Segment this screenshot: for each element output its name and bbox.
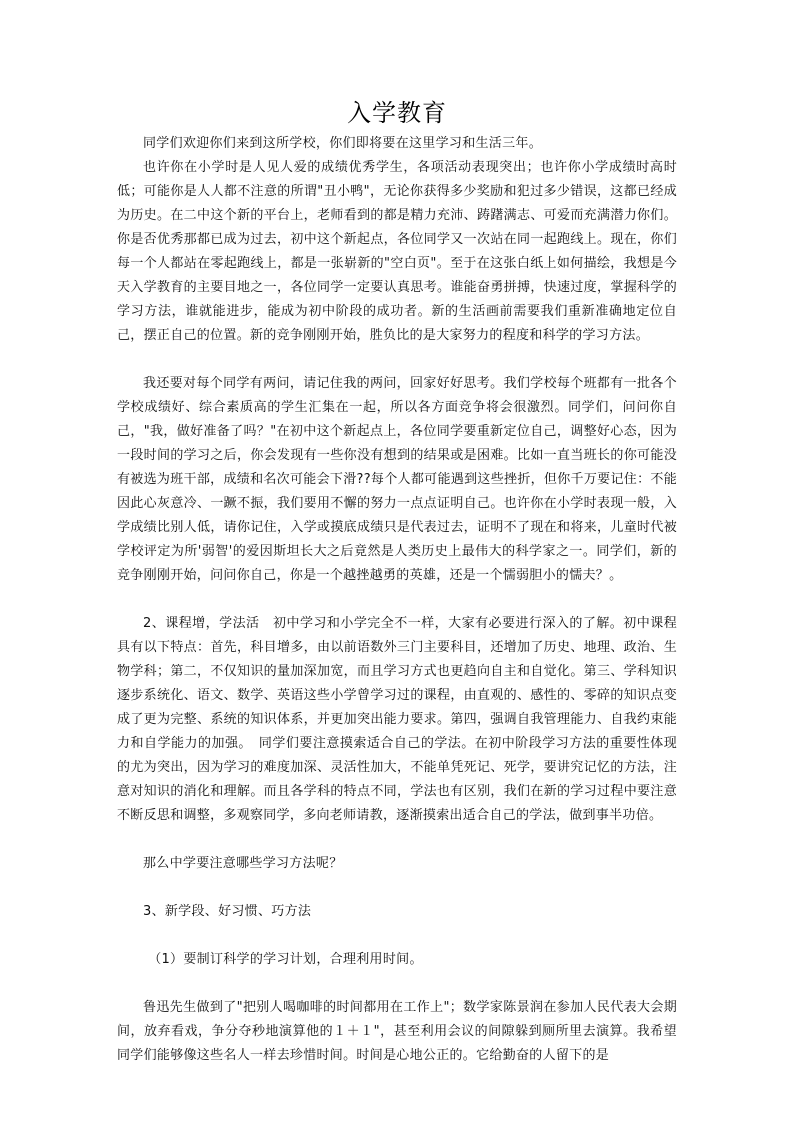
paragraph-time: 鲁迅先生做到了"把别人喝咖啡的时间都用在工作上"；数学家陈景润在参加人民代表大会期间，放弃看戏，争分夺秒地演算他的１＋１"，甚至利用会议的间隙躲到厕所里去演算。我希望同学们能够像这些名人一样去珍惜时间。时间是心地公正的。它给勤奋的人留下的是 bbox=[117, 1000, 677, 1063]
paragraph-courses: 2、课程增，学法活 初中学习和小学完全不一样，大家有必要进行深入的了解。初中课程具有以下特点：首先，科目增多，由以前语数外三门主要科目，还增加了历史、地理、政治、生物学科；第二，不仅知识的量加深加宽，而且学习方式也更趋向自主和自觉化。第三、学科知识逐步系统化、语文、数学、英语这些小学曾学习过的课程，由直观的、感性的、零碎的知识点变成了更为完整、系统的知识体系，并更加突出能力要求。第四，强调自我管理能力、自我约束能力和自学能力的加强。 同学们要注意摸索适合自己的学法。在初中阶段学习方法的重要性体现的尤为突出，因为学习的难度加深、灵活性加大，不能单凭死记、死学，要讲究记忆的方法，注意对知识的消化和理解。而且各学科的特点不同，学法也有区别，我们在新的学习过程中要注意不断反思和调整，多观察同学，多向老师请教，逐渐摸索出适合自己的学法，做到事半功倍。 bbox=[117, 616, 677, 823]
paragraph-two-questions: 我还要对每个同学有两问，请记住我的两问，回家好好思考。我们学校每个班都有一批各个学校成绩好、综合素质高的学生汇集在一起，所以各方面竞争将会很激烈。同学们，问问你自己，"我，做好准备了吗？"在初中这个新起点上，各位同学要重新定位自己，调整好心态，因为一段时间的学习之后，你会发现有一些你没有想到的结果或是困难。比如一直当班长的你可能没有被选为班干部，成绩和名次可能会下滑??每个人都可能遇到这些挫折，但你千万要记住：不能因此心灰意冷、一蹶不振，我们要用不懈的努力一点点证明自己。也许你在小学时表现一般，入学成绩比别人低，请你记住，入学或摸底成绩只是代表过去，证明不了现在和将来，儿童时代被学校评定为所'弱智'的爱因斯坦长大之后竟然是人类历史上最伟大的科学家之一。同学们，新的竞争刚刚开始，问问你自己，你是一个越挫越勇的英雄，还是一个懦弱胆小的懦夫？。 bbox=[117, 376, 677, 583]
document-title: 入学教育 bbox=[347, 99, 447, 127]
subsection-heading-plan: （1）要制订科学的学习计划，合理利用时间。 bbox=[148, 952, 423, 967]
section-heading-habits: 3、新学段、好习惯、巧方法 bbox=[143, 904, 312, 919]
paragraph-welcome: 同学们欢迎你们来到这所学校，你们即将要在这里学习和生活三年。 bbox=[143, 136, 543, 151]
document-page bbox=[117, 96, 677, 1068]
paragraph-new-start: 也许你在小学时是人见人爱的成绩优秀学生，各项活动表现突出；也许你小学成绩时高时低；可能你是人人都不注意的所谓"丑小鸭"，无论你获得多少奖励和犯过多少错误，这都已经成为历史。在二中这个新的平台上，老师看到的都是精力充沛、踌躇满志、可爱而充满潜力你们。你是否优秀那都已成为过去，初中这个新起点，各位同学又一次站在同一起跑线上。现在，你们每一个人都站在零起跑线上，都是一张崭新的"空白页"。至于在这张白纸上如何描绘，我想是今天入学教育的主要目地之一，各位同学一定要认真思考。谁能奋勇拼搏，快速过度，掌握科学的学习方法，谁就能进步，能成为初中阶段的成功者。新的生活画前需要我们重新准确地定位自己，摆正自己的位置。新的竞争刚刚开始，胜负比的是大家努力的程度和科学的学习方法。 bbox=[117, 160, 677, 343]
paragraph-methods-question: 那么中学要注意哪些学习方法呢？ bbox=[143, 856, 343, 871]
